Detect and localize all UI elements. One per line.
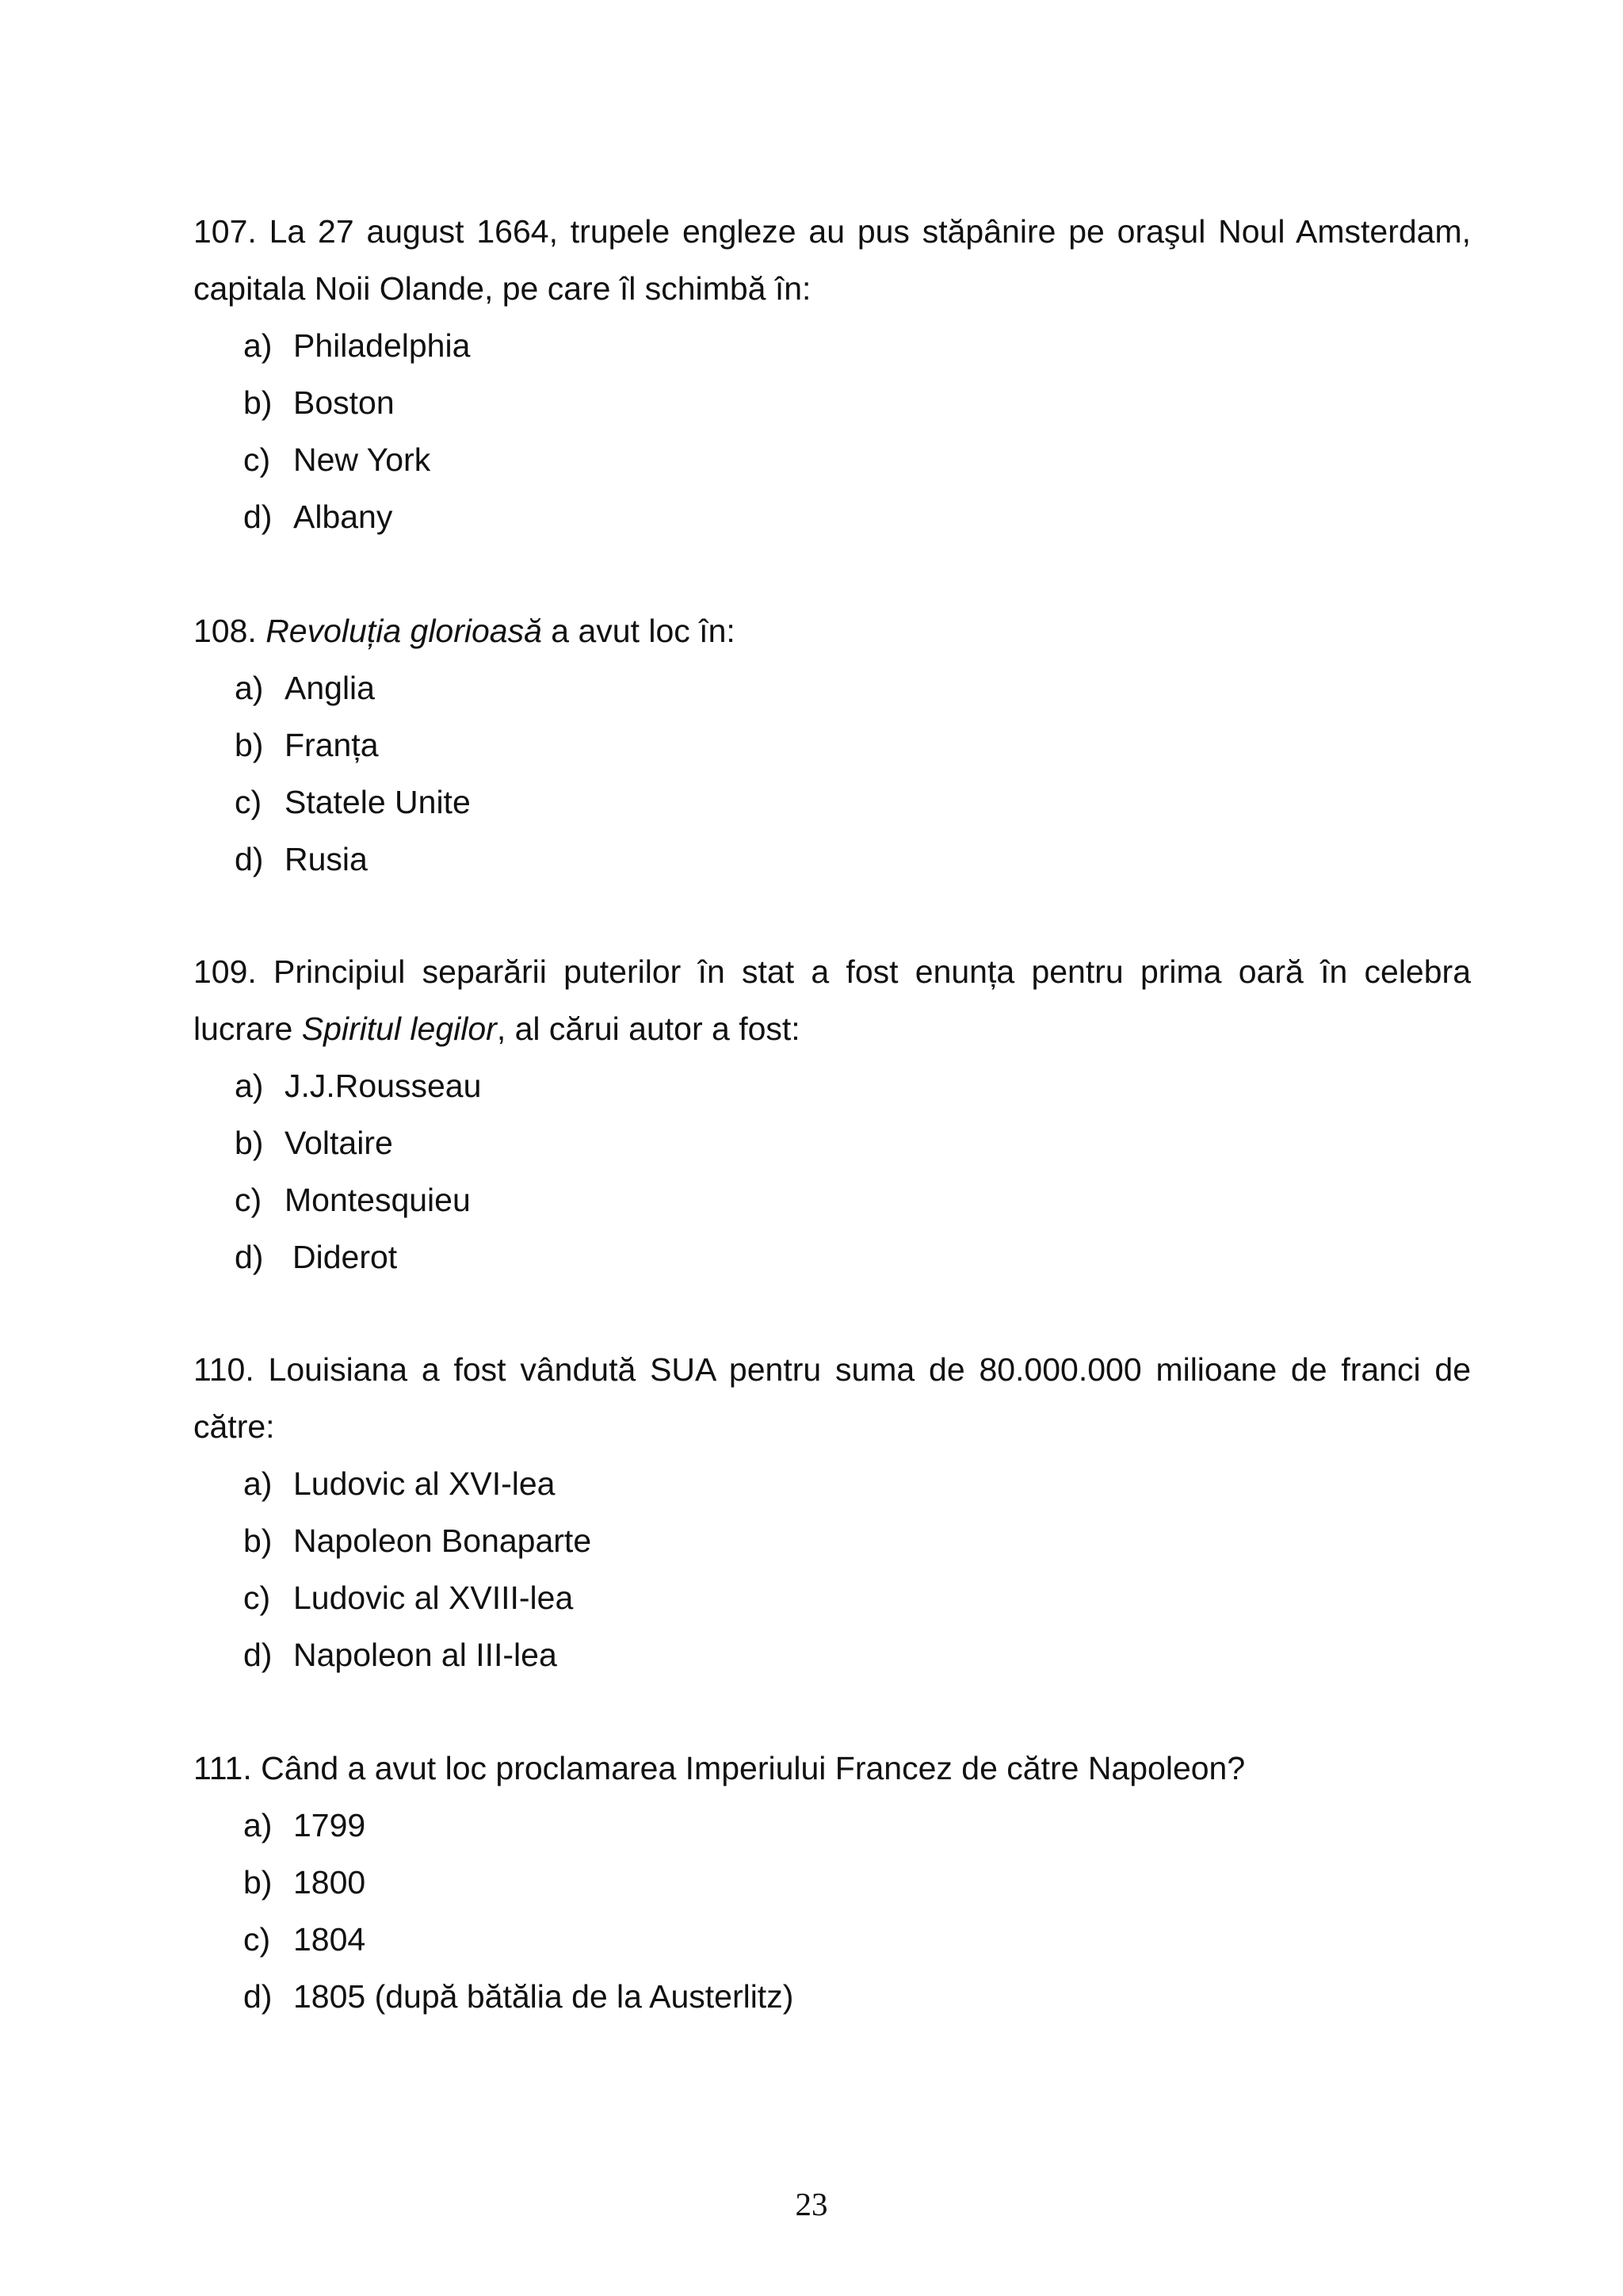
question-text: , al cărui autor a fost: <box>496 1010 800 1047</box>
answer-options <box>235 659 1471 888</box>
question-111 <box>193 1740 1471 2025</box>
answer-options <box>235 1057 1471 1286</box>
option-text: Montesquieu <box>285 1182 471 1218</box>
option-text: 1804 <box>293 1921 366 1958</box>
italic-term: Revoluția glorioasă <box>265 613 542 649</box>
question-text: 111. Când a avut loc proclamarea Imperiului Francez de către Napoleon? <box>193 1750 1246 1786</box>
option-letter: c) <box>235 1182 262 1218</box>
option-letter: a) <box>243 1807 273 1843</box>
option-text: 1805 (după bătălia de la Austerlitz) <box>293 1978 794 2015</box>
question-107 <box>193 203 1471 545</box>
answer-option <box>243 374 1471 431</box>
option-text: Boston <box>293 384 395 421</box>
answer-option <box>243 1626 1471 1683</box>
option-text: Napoleon Bonaparte <box>293 1522 592 1559</box>
question-stem <box>193 602 1471 659</box>
question-110 <box>193 1341 1471 1683</box>
answer-option <box>243 1797 1471 1854</box>
option-text: Albany <box>293 499 393 535</box>
option-text: Philadelphia <box>293 327 471 364</box>
option-letter: b) <box>243 384 273 421</box>
option-letter: c) <box>235 784 262 820</box>
option-text: New York <box>293 441 431 478</box>
question-stem <box>193 1341 1471 1455</box>
answer-option <box>243 1968 1471 2025</box>
answer-options <box>243 1797 1471 2025</box>
answer-option <box>235 1114 1471 1171</box>
question-stem <box>193 203 1471 317</box>
option-letter: d) <box>243 499 273 535</box>
option-text: Franța <box>285 727 379 763</box>
question-109 <box>193 943 1471 1286</box>
option-letter: c) <box>243 441 271 478</box>
option-letter: c) <box>243 1580 271 1616</box>
option-text: Napoleon al III-lea <box>293 1637 557 1673</box>
option-text: 1800 <box>293 1864 366 1901</box>
question-text: a avut loc în: <box>541 613 735 649</box>
answer-option <box>235 659 1471 716</box>
option-letter: d) <box>235 841 264 877</box>
question-text: 109. Principiul separării puterilor în stat a fost enunța pentru prima oară în celebra lucrare <box>193 953 1471 1047</box>
page-number: 23 <box>795 2186 828 2222</box>
option-letter: b) <box>235 1125 264 1161</box>
answer-option <box>243 1569 1471 1626</box>
option-letter: b) <box>235 727 264 763</box>
option-letter: d) <box>235 1239 264 1275</box>
answer-option <box>235 1228 1471 1286</box>
option-letter: a) <box>235 670 264 706</box>
question-stem <box>193 943 1471 1057</box>
answer-option <box>235 1057 1471 1114</box>
option-letter: a) <box>235 1068 264 1104</box>
question-stem <box>193 1740 1471 1797</box>
option-text: Rusia <box>285 841 368 877</box>
option-text: Anglia <box>285 670 375 706</box>
option-letter: c) <box>243 1921 271 1958</box>
answer-option <box>243 431 1471 488</box>
italic-term: Spiritul legilor <box>301 1010 497 1047</box>
answer-option <box>243 1911 1471 1968</box>
option-letter: b) <box>243 1522 273 1559</box>
option-text: Ludovic al XVIII-lea <box>293 1580 574 1616</box>
option-letter: d) <box>243 1637 273 1673</box>
question-text: 107. La 27 august 1664, trupele engleze au pus stăpânire pe oraşul Noul Amsterdam, capitala Noii Olande, pe care îl schimbă în: <box>193 213 1471 307</box>
option-text: J.J.Rousseau <box>285 1068 482 1104</box>
question-108 <box>193 602 1471 888</box>
answer-options <box>243 317 1471 545</box>
option-text: 1799 <box>293 1807 366 1843</box>
answer-option <box>235 831 1471 888</box>
option-text: Statele Unite <box>285 784 471 820</box>
answer-option <box>243 488 1471 545</box>
question-text: 108. <box>193 613 266 649</box>
option-text: Voltaire <box>285 1125 393 1161</box>
answer-option <box>243 317 1471 374</box>
option-letter: b) <box>243 1864 273 1901</box>
answer-option <box>235 774 1471 831</box>
option-text: Diderot <box>292 1239 398 1275</box>
answer-options <box>243 1455 1471 1683</box>
option-letter: a) <box>243 327 273 364</box>
option-letter: d) <box>243 1978 273 2015</box>
answer-option <box>243 1455 1471 1512</box>
answer-option <box>235 716 1471 774</box>
question-text: 110. Louisiana a fost vândută SUA pentru suma de 80.000.000 milioane de franci de către: <box>193 1351 1471 1445</box>
option-text: Ludovic al XVI-lea <box>293 1465 556 1502</box>
answer-option <box>243 1512 1471 1569</box>
answer-option <box>243 1854 1471 1911</box>
option-letter: a) <box>243 1465 273 1502</box>
answer-option <box>235 1171 1471 1228</box>
